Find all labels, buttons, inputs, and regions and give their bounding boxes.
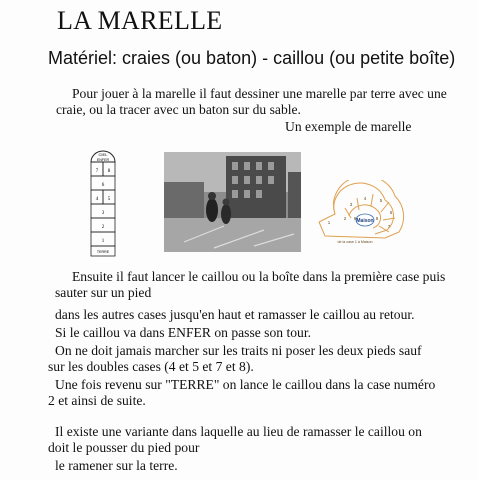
variant-line-1: Il existe une variante dans laquelle au lieu de ramasser le caillou on [55, 424, 422, 439]
snail-number: 2 [343, 216, 347, 221]
variant-line-2: doit le pousser du pied pour [48, 440, 200, 455]
intro-line-2: craie, ou la tracer avec un baton sur du sable. [56, 102, 301, 117]
instr-line-2: sauter sur un pied [55, 285, 152, 300]
snail-hopscotch-diagram [315, 180, 415, 244]
snail-number: 4 [363, 196, 367, 201]
cell-5-label: 5 [107, 197, 111, 202]
snail-number: 5 [379, 198, 383, 203]
instr-line-3: dans les autres cases jusqu'en haut et ramasser le caillou au retour. [55, 307, 415, 322]
hopscotch-diagram [75, 148, 131, 270]
materials-subtitle: Matériel: craies (ou baton) - caillou (ou petite boîte) [48, 48, 456, 68]
cell-7-label: 7 [95, 169, 99, 174]
snail-number: 9 [353, 216, 357, 221]
snail-number: 1 [327, 220, 331, 225]
snail-number: 7 [387, 224, 391, 229]
example-caption: Un exemple de marelle [285, 119, 412, 134]
cell-1-label: 1 [101, 239, 105, 244]
snail-number: 8 [375, 216, 379, 221]
enfer-label: ENFER [96, 158, 110, 162]
cell-8-label: 8 [107, 169, 111, 174]
instr-line-1: Ensuite il faut lancer le caillou ou la boîte dans la première case puis [72, 269, 446, 284]
cell-6-label: 6 [101, 183, 105, 188]
snail-caption: de la case 1 à Maison [337, 240, 373, 244]
ciel-label: CIEL [98, 152, 108, 157]
instr-line-6: sur les doubles cases (4 et 5 et 7 et 8). [48, 359, 254, 374]
cell-4-label: 4 [95, 197, 99, 202]
maison-label: Maison [356, 218, 374, 224]
intro-line-1: Pour jouer à la marelle il faut dessiner une marelle par terre avec une [72, 86, 447, 101]
instr-line-4: Si le caillou va dans ENFER on passe son tour. [55, 325, 311, 340]
cell-2-label: 2 [101, 225, 105, 230]
instr-line-5: On ne doit jamais marcher sur les traits ni poser les deux pieds sauf [55, 343, 422, 358]
page-title: LA MARELLE [57, 6, 223, 35]
instr-line-7: Une fois revenu sur "TERRE" on lance le caillou dans la case numéro [55, 377, 436, 392]
cell-3-label: 3 [101, 211, 105, 216]
snail-number: 6 [389, 210, 393, 215]
children-playing-photo [164, 152, 301, 252]
terre-label: TERRE [96, 250, 110, 254]
snail-number: 3 [349, 202, 353, 207]
instr-line-8: 2 et ainsi de suite. [48, 393, 146, 408]
variant-line-3: le ramener sur la terre. [55, 458, 178, 473]
